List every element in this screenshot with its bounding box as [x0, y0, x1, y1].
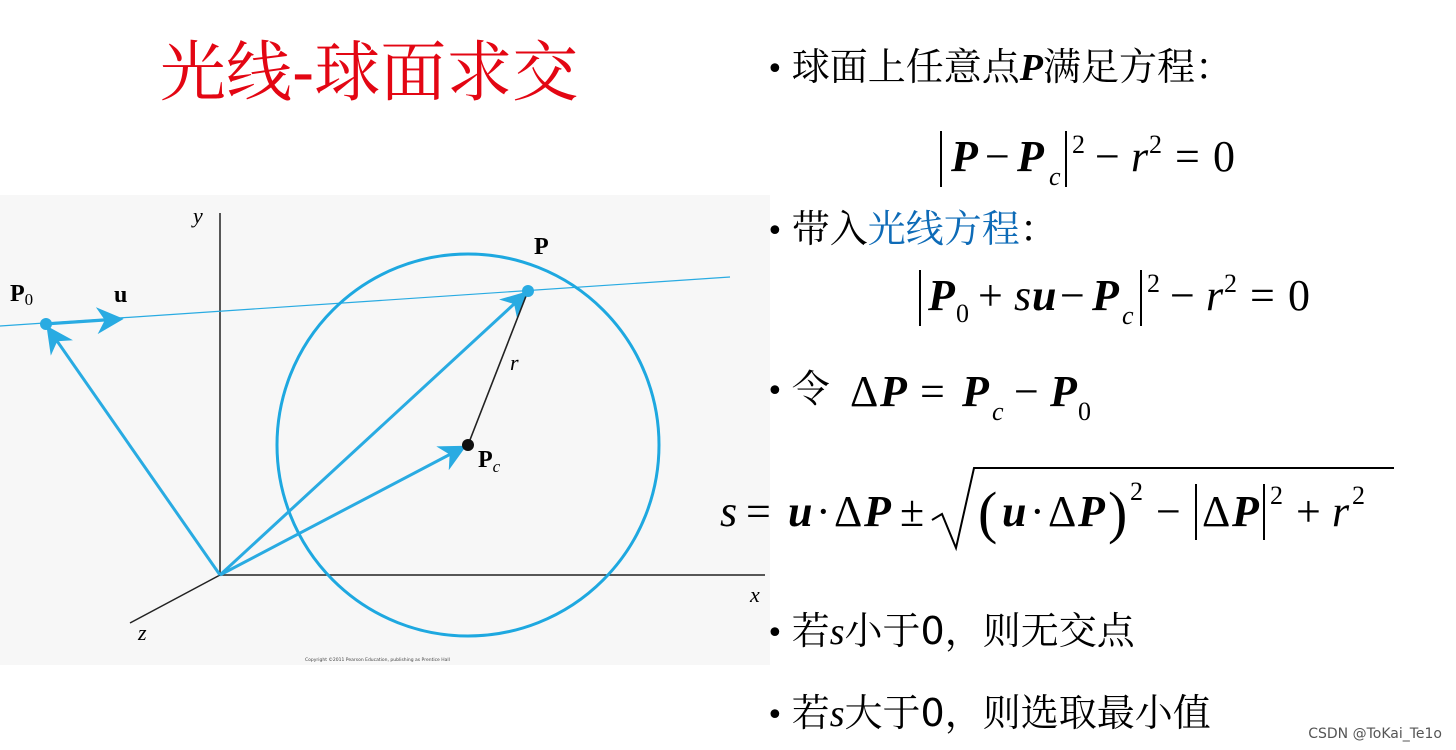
svg-text:s: s	[1014, 271, 1032, 320]
label-r: r	[510, 350, 519, 375]
svg-text:·: ·	[816, 487, 831, 536]
svg-text:P: P	[1092, 271, 1119, 320]
bullet2-post: ：	[1019, 207, 1058, 251]
svg-text:=: =	[920, 367, 945, 416]
svg-text:±: ±	[900, 487, 925, 536]
point-pc	[462, 439, 474, 451]
bullet4-var: s	[829, 611, 845, 653]
svg-text:+: +	[978, 271, 1003, 320]
svg-text:−: −	[1014, 367, 1039, 416]
bullet4-pre: 若	[791, 609, 830, 653]
svg-text:·: ·	[1030, 487, 1045, 536]
bullet3-pre: 令	[791, 367, 830, 411]
equation-delta-p	[846, 362, 1116, 427]
bullet-dot: •	[766, 51, 784, 87]
bullet-dot: •	[766, 373, 784, 409]
svg-text:2: 2	[1270, 481, 1283, 510]
svg-text:2: 2	[1072, 130, 1085, 159]
svg-text:2: 2	[1147, 269, 1160, 298]
svg-text:−: −	[1060, 271, 1085, 320]
vector-origin-to-p	[220, 293, 526, 575]
svg-text:u: u	[1032, 271, 1057, 320]
bullet-s-greater-than-zero	[766, 691, 1211, 735]
direction-vector-u	[46, 319, 121, 324]
svg-text:): )	[1108, 480, 1128, 545]
svg-text:c: c	[992, 397, 1004, 426]
svg-text:+: +	[1296, 487, 1321, 536]
label-z-axis: z	[138, 620, 147, 645]
copyright-note: Copyright ©2011 Pearson Education, publishing as Prentice Hall	[305, 658, 450, 663]
ray-sphere-diagram	[0, 195, 770, 665]
point-p0	[40, 318, 52, 330]
svg-text:r: r	[1332, 487, 1350, 536]
label-p0-main: P	[10, 281, 25, 307]
label-x-axis: x	[750, 582, 760, 607]
label-pc-main: P	[478, 447, 493, 473]
svg-text:Δ: Δ	[850, 367, 879, 416]
svg-text:−: −	[985, 132, 1010, 181]
svg-text:0: 0	[1213, 132, 1235, 181]
bullet5-post: 大于0，则选取最小值	[844, 691, 1211, 735]
svg-text:u: u	[1002, 487, 1027, 536]
point-p	[522, 285, 534, 297]
bullet1-var: P	[1019, 47, 1043, 89]
svg-text:Δ: Δ	[1048, 487, 1077, 536]
label-p: P	[534, 234, 549, 260]
label-p0	[10, 281, 33, 309]
svg-text:=: =	[1175, 132, 1200, 181]
bullet-dot: •	[766, 213, 784, 249]
bullet2-pre: 带入	[791, 207, 868, 251]
label-y-axis: y	[193, 203, 203, 228]
bullet5-var: s	[829, 693, 845, 735]
svg-text:Δ: Δ	[1202, 487, 1231, 536]
svg-text:c: c	[1049, 162, 1061, 191]
svg-text:P: P	[1078, 487, 1105, 536]
svg-text:P: P	[864, 487, 891, 536]
svg-text:2: 2	[1224, 269, 1237, 298]
label-p0-sub: 0	[24, 290, 34, 309]
vector-origin-to-p0	[48, 328, 220, 575]
bullet-substitute-ray	[766, 207, 1058, 251]
svg-text:0: 0	[956, 299, 969, 328]
equation-ray-substituted	[914, 262, 1354, 332]
svg-text:P: P	[1232, 487, 1259, 536]
slide-title: 光线-球面求交	[160, 34, 579, 111]
svg-text:−: −	[1095, 132, 1120, 181]
svg-text:P: P	[962, 367, 989, 416]
z-axis	[130, 575, 220, 623]
svg-text:P: P	[951, 132, 978, 181]
radius-line	[468, 291, 528, 445]
bullet-dot: •	[766, 697, 784, 733]
bullet5-pre: 若	[791, 691, 830, 735]
watermark: CSDN @ToKai_Te1o	[1308, 726, 1442, 742]
bullet-s-less-than-zero	[766, 609, 1135, 653]
label-pc-sub: c	[492, 457, 501, 476]
bullet-let-delta	[766, 367, 830, 411]
label-u: u	[114, 282, 128, 308]
svg-text:−: −	[1156, 487, 1181, 536]
svg-text:s: s	[720, 487, 738, 536]
svg-text:P: P	[1017, 132, 1044, 181]
svg-text:0: 0	[1288, 271, 1310, 320]
svg-text:2: 2	[1130, 477, 1143, 506]
bullet1-pre: 球面上任意点	[791, 45, 1020, 89]
svg-text:P: P	[880, 367, 907, 416]
svg-text:P: P	[928, 271, 955, 320]
bullet2-highlight: 光线方程	[867, 207, 1020, 251]
svg-text:(: (	[978, 480, 998, 545]
svg-text:2: 2	[1149, 130, 1162, 159]
svg-text:Δ: Δ	[834, 487, 863, 536]
svg-text:c: c	[1122, 301, 1134, 330]
equation-sphere	[935, 125, 1280, 195]
svg-text:0: 0	[1078, 397, 1091, 426]
svg-text:−: −	[1170, 271, 1195, 320]
svg-text:2: 2	[1352, 481, 1365, 510]
bullet-dot: •	[766, 615, 784, 651]
equation-solution-s	[716, 460, 1406, 555]
svg-text:=: =	[1250, 271, 1275, 320]
bullet1-post: 满足方程：	[1042, 45, 1233, 89]
svg-text:P: P	[1050, 367, 1077, 416]
diagram-canvas	[0, 195, 770, 665]
bullet-sphere-condition	[766, 45, 1233, 89]
bullet4-post: 小于0，则无交点	[844, 609, 1135, 653]
vector-origin-to-pc	[220, 447, 464, 575]
svg-text:u: u	[788, 487, 813, 536]
label-pc	[478, 447, 501, 476]
svg-text:r: r	[1131, 132, 1149, 181]
svg-text:r: r	[1206, 271, 1224, 320]
svg-text:=: =	[746, 487, 771, 536]
